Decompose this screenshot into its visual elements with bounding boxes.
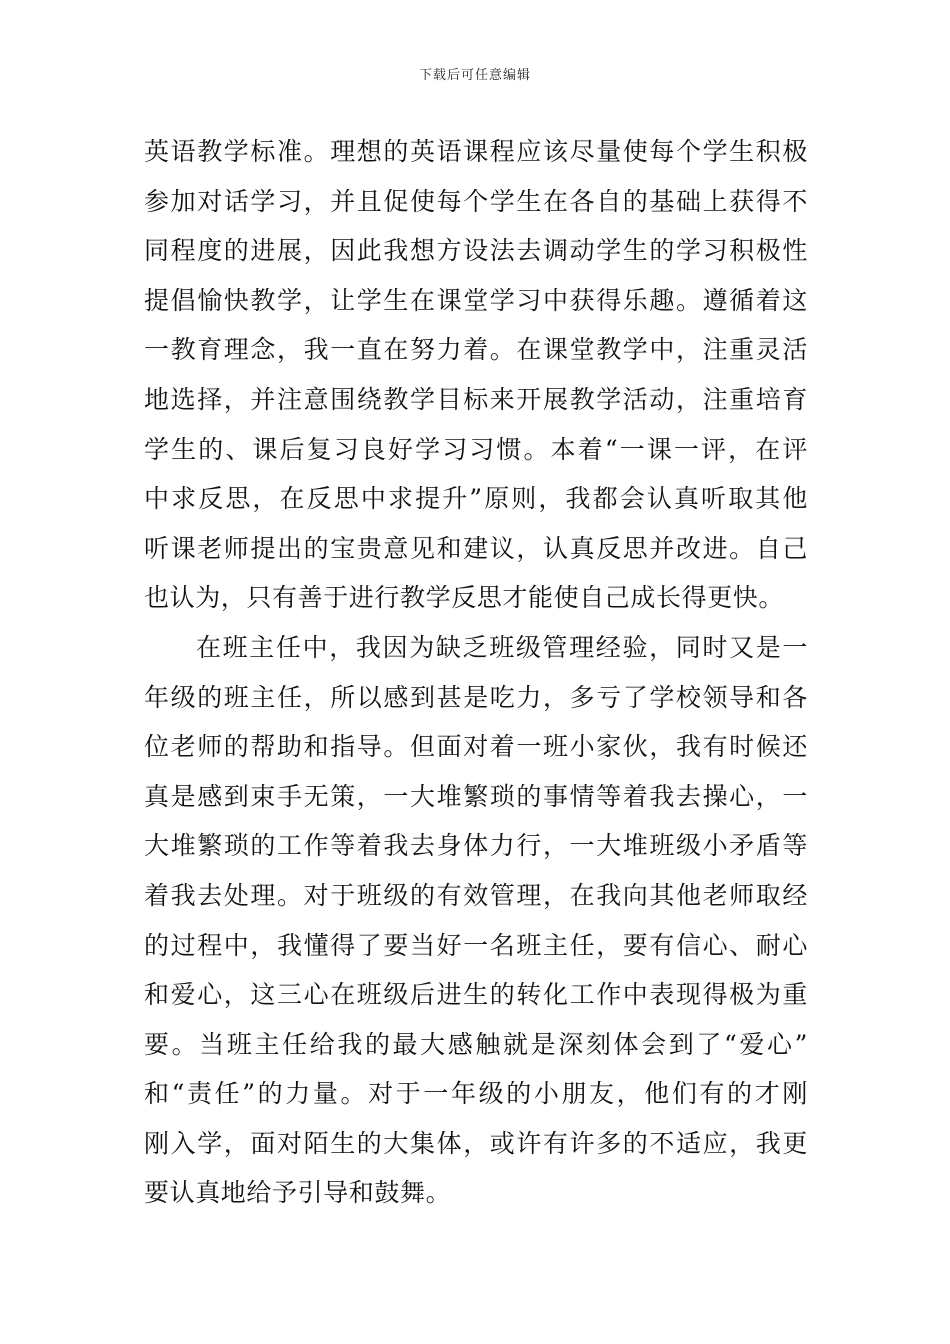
paragraph-start-line: 在班主任中，我因为缺乏班级管理经验，同时又是一 (196, 632, 808, 662)
text-line: 中求反思，在反思中求提升”原则，我都会认真听取其他 (144, 484, 808, 514)
text-line: 参加对话学习，并且促使每个学生在各自的基础上获得不 (144, 186, 808, 216)
text-line: 地选择，并注意围绕教学目标来开展教学活动，注重培育 (144, 384, 808, 414)
text-line: 和“责任”的力量。对于一年级的小朋友，他们有的才刚 (144, 1079, 808, 1109)
text-line: 学生的、课后复习良好学习习惯。本着“一课一评，在评 (144, 434, 808, 464)
text-line: 英语教学标准。理想的英语课程应该尽量使每个学生积极 (144, 137, 808, 166)
text-line: 提倡愉快教学，让学生在课堂学习中获得乐趣。遵循着这 (144, 285, 808, 315)
text-line: 也认为，只有善于进行教学反思才能使自己成长得更快。 (144, 583, 785, 613)
text-line: 大堆繁琐的工作等着我去身体力行，一大堆班级小矛盾等 (144, 831, 808, 861)
text-line: 位老师的帮助和指导。但面对着一班小家伙，我有时候还 (144, 732, 808, 762)
text-line: 的过程中，我懂得了要当好一名班主任，要有信心、耐心 (144, 930, 808, 960)
text-line: 真是感到束手无策，一大堆繁琐的事情等着我去操心，一 (144, 781, 808, 811)
text-line: 和爱心，这三心在班级后进生的转化工作中表现得极为重 (144, 980, 808, 1010)
text-line: 着我去处理。对于班级的有效管理，在我向其他老师取经 (144, 880, 808, 910)
text-line: 年级的班主任，所以感到甚是吃力，多亏了学校领导和各 (144, 682, 808, 712)
text-line: 一教育理念，我一直在努力着。在课堂教学中，注重灵活 (144, 335, 808, 365)
text-line: 要。当班主任给我的最大感触就是深刻体会到了“爱心” (144, 1029, 808, 1059)
body-text (144, 127, 808, 1218)
text-line: 听课老师提出的宝贵意见和建议，认真反思并改进。自己 (144, 533, 808, 563)
text-line: 刚入学，面对陌生的大集体，或许有许多的不适应，我更 (144, 1128, 808, 1158)
text-line: 同程度的进展，因此我想方设法去调动学生的学习积极性 (144, 236, 808, 266)
header-note: 下载后可任意编辑 (418, 68, 531, 83)
text-line: 要认真地给予引导和鼓舞。 (144, 1178, 452, 1208)
